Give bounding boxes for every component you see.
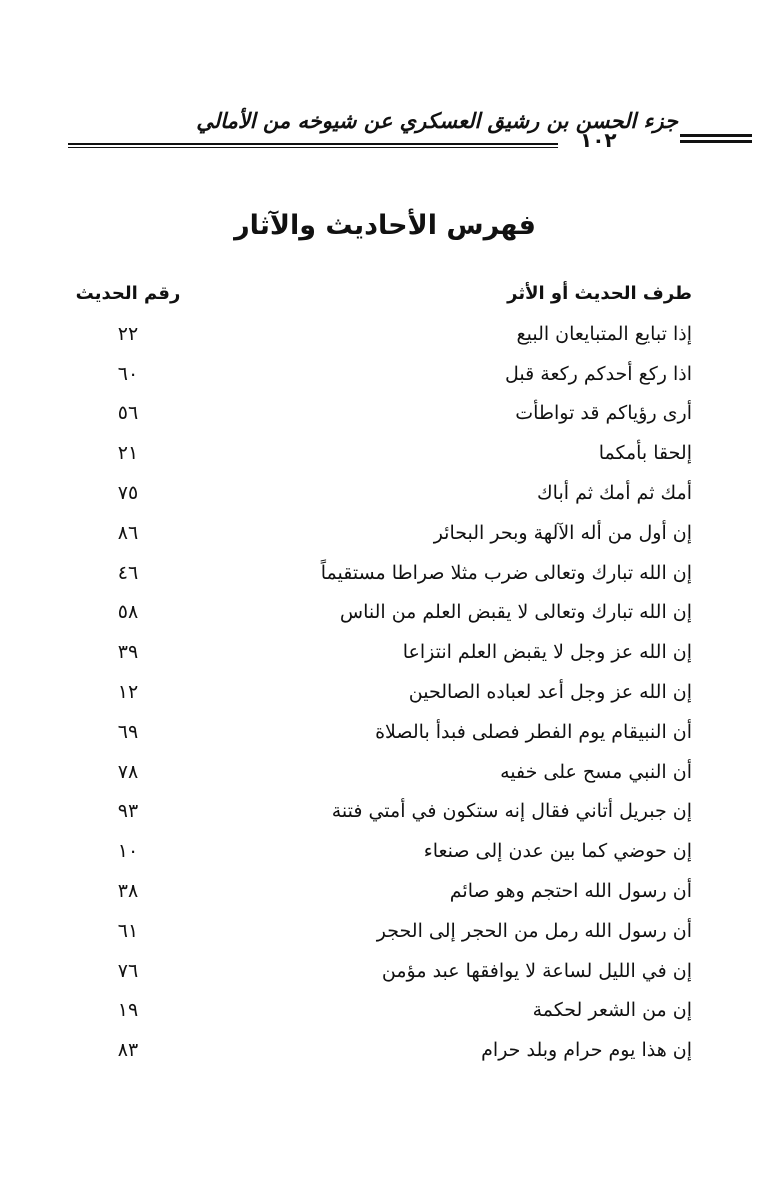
entry-number: ٢٢ — [117, 322, 139, 345]
entry-text: أن النبي مسح على خفيه — [500, 760, 692, 783]
entry-number: ٧٨ — [117, 760, 139, 783]
page-number-bar — [680, 134, 752, 137]
index-entry — [62, 322, 692, 362]
entry-number: ٣٩ — [117, 641, 139, 664]
entry-number: ٧٥ — [117, 481, 139, 504]
index-entry — [62, 640, 692, 680]
entry-text: إن حوضي كما بين عدن إلى صنعاء — [423, 840, 692, 863]
entry-text: إن الله عز وجل أعد لعباده الصالحين — [408, 680, 692, 703]
entry-number: ٦٠ — [117, 362, 139, 385]
index-entry — [62, 561, 692, 601]
page-number: ١٠٢ — [580, 128, 617, 152]
entry-text: إن من الشعر لحكمة — [532, 999, 692, 1022]
index-table — [62, 282, 692, 1078]
entry-number: ١٠ — [117, 840, 139, 863]
entry-text: إن الله تبارك وتعالى لا يقبض العلم من الناس — [339, 601, 692, 624]
entry-number: ١٢ — [117, 680, 139, 703]
entry-text: أمك ثم أمك ثم أباك — [537, 481, 692, 504]
entry-number: ٥٦ — [117, 402, 139, 425]
index-entry — [62, 998, 692, 1038]
column-header-number: رقم الحديث — [75, 283, 181, 304]
entry-text: إن جبريل أتاني فقال إنه ستكون في أمتي فتنة — [331, 800, 692, 823]
entry-text: أن رسول الله احتجم وهو صائم — [449, 879, 692, 902]
index-entry — [62, 799, 692, 839]
entry-number: ٧٦ — [117, 959, 139, 982]
index-entry — [62, 362, 692, 402]
column-header-text: طرف الحديث أو الأثر — [507, 283, 692, 304]
entry-number: ٢١ — [117, 442, 139, 465]
index-entry — [62, 401, 692, 441]
entry-text: إن الله تبارك وتعالى ضرب مثلا صراطا مستقيماً — [320, 561, 692, 584]
entry-text: أن رسول الله رمل من الحجر إلى الحجر — [376, 919, 692, 942]
entry-text: أن النبيقام يوم الفطر فصلى فبدأ بالصلاة — [375, 720, 692, 743]
index-entry — [62, 760, 692, 800]
index-entry — [62, 839, 692, 879]
book-title: جزء الحسن بن رشيق العسكري عن شيوخه من الأمالي — [196, 108, 678, 133]
index-title: فهرس الأحاديث والآثار — [234, 210, 536, 241]
entry-number: ٨٦ — [117, 521, 139, 544]
entry-number: ٨٣ — [117, 1039, 139, 1062]
entry-text: اذا ركع أحدكم ركعة قبل — [505, 362, 692, 385]
entry-text: أرى رؤياكم قد تواطأت — [515, 402, 692, 425]
entry-text: إن في الليل لساعة لا يوافقها عبد مؤمن — [381, 959, 692, 982]
index-entry — [62, 1038, 692, 1078]
entry-number: ٦١ — [117, 919, 139, 942]
index-entry — [62, 720, 692, 760]
running-header — [68, 108, 688, 154]
index-entry — [62, 879, 692, 919]
entry-number: ٣٨ — [117, 879, 139, 902]
entry-text: إن الله عز وجل لا يقبض العلم انتزاعا — [402, 641, 692, 664]
entry-text: إن هذا يوم حرام وبلد حرام — [481, 1039, 692, 1062]
entry-number: ١٩ — [117, 999, 139, 1022]
index-entry — [62, 959, 692, 999]
entry-number: ٤٦ — [117, 561, 139, 584]
entry-text: إن أول من أله الآلهة وبحر البحائر — [433, 521, 692, 544]
entry-number: ٥٨ — [117, 601, 139, 624]
entry-text: إذا تبايع المتبايعان البيع — [516, 322, 692, 345]
column-headers — [62, 282, 692, 322]
entry-number: ٦٩ — [117, 720, 139, 743]
entry-number: ٩٣ — [117, 800, 139, 823]
index-entry — [62, 919, 692, 959]
index-entry — [62, 441, 692, 481]
index-entry — [62, 680, 692, 720]
entry-text: إلحقا بأمكما — [598, 442, 692, 465]
index-entry — [62, 481, 692, 521]
header-rule — [68, 143, 558, 148]
index-entry — [62, 521, 692, 561]
index-entry — [62, 600, 692, 640]
